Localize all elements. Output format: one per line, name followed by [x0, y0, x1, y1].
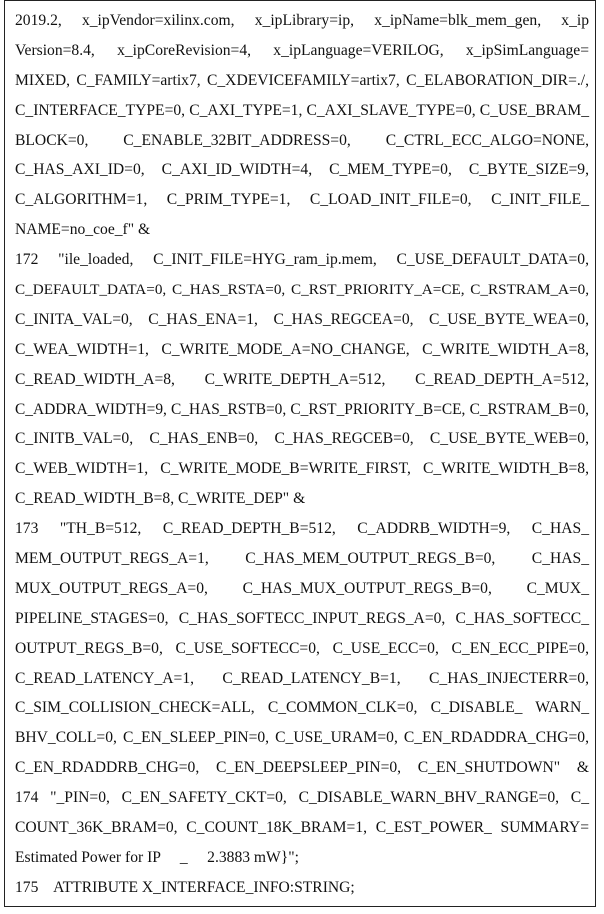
- document-frame: [4, 0, 596, 907]
- text-line: C_HAS_AXI_ID=0, C_AXI_ID_WIDTH=4, C_MEM_TYPE=0, C_BYTE_SIZE=9,: [15, 161, 589, 179]
- text-line: 174 "_PIN=0, C_EN_SAFETY_CKT=0, C_DISABLE_WARN_BHV_RANGE=0, C_: [15, 789, 589, 807]
- text-line: C_INITB_VAL=0, C_HAS_ENB=0, C_HAS_REGCEB=0, C_USE_BYTE_WEB=0,: [15, 430, 589, 448]
- text-line: C_EN_RDADDRB_CHG=0, C_EN_DEEPSLEEP_PIN=0, C_EN_SHUTDOWN" &: [15, 759, 589, 777]
- document-text-block: [15, 6, 589, 903]
- text-line: C_ADDRA_WIDTH=9, C_HAS_RSTB=0, C_RST_PRIORITY_B=CE, C_RSTRAM_B=0,: [15, 400, 589, 418]
- text-line: MUX_OUTPUT_REGS_A=0, C_HAS_MUX_OUTPUT_REGS_B=0, C_MUX_: [15, 579, 589, 597]
- text-line: MIXED, C_FAMILY=artix7, C_XDEVICEFAMILY=artix7, C_ELABORATION_DIR=./,: [15, 71, 589, 89]
- text-line: BHV_COLL=0, C_EN_SLEEP_PIN=0, C_USE_URAM=0, C_EN_RDADDRA_CHG=0,: [15, 729, 589, 747]
- text-line: C_ALGORITHM=1, C_PRIM_TYPE=1, C_LOAD_INIT_FILE=0, C_INIT_FILE_: [15, 191, 589, 209]
- text-line: OUTPUT_REGS_B=0, C_USE_SOFTECC=0, C_USE_ECC=0, C_EN_ECC_PIPE=0,: [15, 639, 589, 657]
- text-line: Estimated Power for IP _ 2.3883 mW}";: [15, 848, 299, 866]
- text-line: C_WEA_WIDTH=1, C_WRITE_MODE_A=NO_CHANGE, C_WRITE_WIDTH_A=8,: [15, 340, 589, 358]
- text-line: NAME=no_coe_f" &: [15, 221, 151, 239]
- text-line: MEM_OUTPUT_REGS_A=1, C_HAS_MEM_OUTPUT_REGS_B=0, C_HAS_: [15, 550, 589, 568]
- text-line: 2019.2, x_ipVendor=xilinx.com, x_ipLibrary=ip, x_ipName=blk_mem_gen, x_ip: [15, 12, 589, 29]
- text-line: C_WEB_WIDTH=1, C_WRITE_MODE_B=WRITE_FIRST, C_WRITE_WIDTH_B=8,: [15, 460, 589, 478]
- text-line: PIPELINE_STAGES=0, C_HAS_SOFTECC_INPUT_REGS_A=0, C_HAS_SOFTECC_: [15, 609, 589, 627]
- text-line: 173 "TH_B=512, C_READ_DEPTH_B=512, C_ADDRB_WIDTH=9, C_HAS_: [15, 520, 589, 538]
- text-line: 175 ATTRIBUTE X_INTERFACE_INFO:STRING;: [15, 878, 355, 896]
- text-line: C_READ_WIDTH_A=8, C_WRITE_DEPTH_A=512, C_READ_DEPTH_A=512,: [15, 370, 589, 388]
- text-line: C_INITA_VAL=0, C_HAS_ENA=1, C_HAS_REGCEA=0, C_USE_BYTE_WEA=0,: [15, 310, 589, 328]
- text-line: C_READ_LATENCY_A=1, C_READ_LATENCY_B=1, C_HAS_INJECTERR=0,: [15, 669, 589, 687]
- text-line: C_READ_WIDTH_B=8, C_WRITE_DEP" &: [15, 490, 306, 508]
- text-line: C_SIM_COLLISION_CHECK=ALL, C_COMMON_CLK=0, C_DISABLE_ WARN_: [15, 699, 589, 717]
- text-line: Version=8.4, x_ipCoreRevision=4, x_ipLanguage=VERILOG, x_ipSimLanguage=: [15, 41, 589, 59]
- text-line: C_INTERFACE_TYPE=0, C_AXI_TYPE=1, C_AXI_SLAVE_TYPE=0, C_USE_BRAM_: [15, 101, 589, 119]
- text-line: BLOCK=0, C_ENABLE_32BIT_ADDRESS=0, C_CTRL_ECC_ALGO=NONE,: [15, 131, 589, 149]
- text-line: COUNT_36K_BRAM=0, C_COUNT_18K_BRAM=1, C_EST_POWER_ SUMMARY=: [15, 819, 589, 837]
- text-line: 172 "ile_loaded, C_INIT_FILE=HYG_ram_ip.mem, C_USE_DEFAULT_DATA=0,: [15, 251, 589, 269]
- text-line: C_DEFAULT_DATA=0, C_HAS_RSTA=0, C_RST_PRIORITY_A=CE, C_RSTRAM_A=0,: [15, 281, 589, 299]
